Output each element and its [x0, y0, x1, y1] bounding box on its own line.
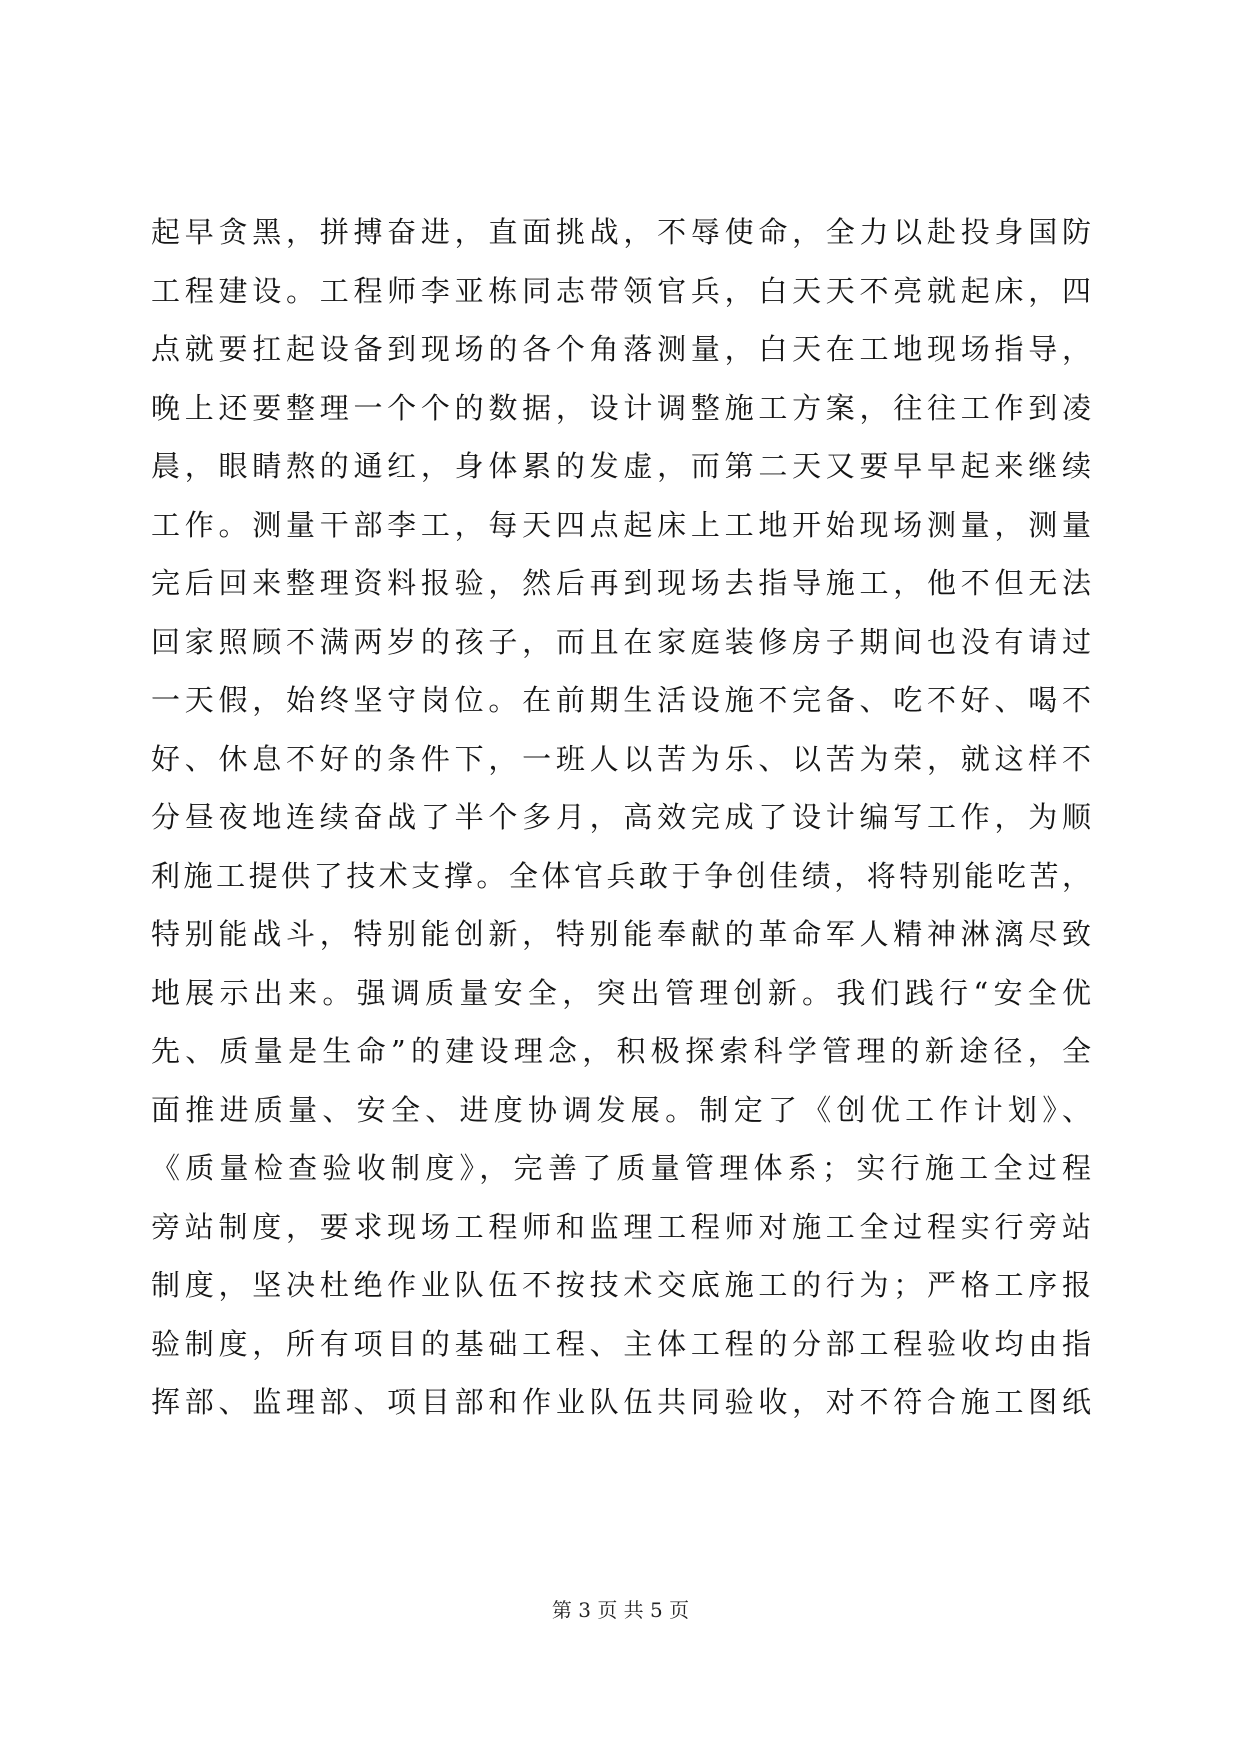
- text-line: 地展示出来。强调质量安全，突出管理创新。我们践行“安全优: [151, 975, 1091, 1010]
- text-line: 一天假，始终坚守岗位。在前期生活设施不完备、吃不好、喝不: [151, 683, 1091, 717]
- page-footer: [0, 1598, 1241, 1622]
- text-line: 《质量检查验收制度》，完善了质量管理体系；实行施工全过程: [151, 1151, 1091, 1185]
- text-line: 好、休息不好的条件下，一班人以苦为乐、以苦为荣，就这样不: [151, 741, 1091, 776]
- text-line: 先、质量是生命”的建设理念，积极探索科学管理的新途径，全: [151, 1034, 1091, 1068]
- text-line: 点就要扛起设备到现场的各个角落测量，白天在工地现场指导，: [151, 332, 1091, 366]
- text-line: 分昼夜地连续奋战了半个多月，高效完成了设计编写工作，为顺: [151, 800, 1091, 834]
- text-line: 晨，眼睛熬的通红，身体累的发虚，而第二天又要早早起来继续: [151, 449, 1091, 483]
- text-line: 回家照顾不满两岁的孩子，而且在家庭装修房子期间也没有请过: [151, 624, 1091, 659]
- text-line: 起早贪黑，拼搏奋进，直面挑战，不辱使命，全力以赴投身国防: [151, 215, 1091, 249]
- text-line: 旁站制度，要求现场工程师和监理工程师对施工全过程实行旁站: [151, 1209, 1091, 1244]
- text-line: 制度，坚决杜绝作业队伍不按技术交底施工的行为；严格工序报: [151, 1268, 1091, 1302]
- text-line: 工作。测量干部李工，每天四点起床上工地开始现场测量，测量: [151, 507, 1091, 542]
- text-line: 工程建设。工程师李亚栋同志带领官兵，白天天不亮就起床，四: [151, 273, 1091, 308]
- body-text: [151, 215, 1091, 1461]
- page-number: 第 3 页 共 5 页: [551, 1598, 690, 1622]
- text-line: 晚上还要整理一个个的数据，设计调整施工方案，往往工作到凌: [151, 390, 1091, 425]
- text-line: 利施工提供了技术支撑。全体官兵敢于争创佳绩，将特别能吃苦，: [151, 858, 1091, 893]
- text-line: 完后回来整理资料报验，然后再到现场去指导施工，他不但无法: [151, 566, 1091, 600]
- text-line: 挥部、监理部、项目部和作业队伍共同验收，对不符合施工图纸: [151, 1385, 1091, 1419]
- text-line: 面推进质量、安全、进度协调发展。制定了《创优工作计划》、: [151, 1092, 1091, 1127]
- text-line: 验制度，所有项目的基础工程、主体工程的分部工程验收均由指: [151, 1326, 1091, 1361]
- text-line: 特别能战斗，特别能创新，特别能奉献的革命军人精神淋漓尽致: [151, 917, 1091, 951]
